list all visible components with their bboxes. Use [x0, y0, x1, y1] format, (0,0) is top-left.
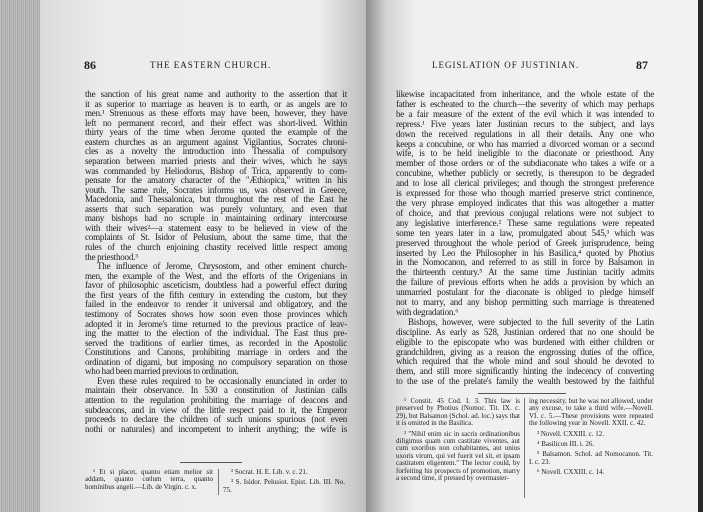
text-line: asserts that such separation was purely voluntary, and even that — [85, 203, 347, 214]
text-line: who had been married previous to ordination. — [85, 366, 239, 377]
text-line: the failure of previous efforts when he adds a provision by which an — [396, 277, 654, 288]
text-line: ordination of digami, but imposing no compulsory separation on those — [85, 356, 347, 367]
page-number: 87 — [636, 58, 648, 72]
text-line: The influence of Jerome, Chrysostom, and other eminent church- — [97, 261, 347, 272]
text-line: which required that the whole mind and soul should be devoted to — [396, 356, 654, 367]
text-line: the first years of the fifth century in extending the custom, but they — [85, 289, 347, 300]
running-head: THE EASTERN CHURCH. — [150, 60, 272, 70]
footnote-rule — [478, 393, 566, 394]
footnote-divider — [524, 398, 525, 498]
footnotes-column-1 — [85, 469, 213, 494]
text-line: and to lose all clerical privileges; and though the strongest preference — [396, 178, 654, 189]
text-line: pensate for the amatory character of the "Æthiopica," written in his — [85, 175, 347, 186]
text-line: rules of the church enjoining chastity received little respect among — [85, 242, 347, 252]
text-line: left no permanent record, and their effect was short-lived. Within — [85, 117, 347, 128]
text-line: them, and still more significantly hinting the indecency of converting — [396, 366, 654, 377]
page-edges — [0, 0, 42, 512]
text-line: ing the matter to the election of the individual. The East thus pre- — [85, 328, 347, 339]
text-line: concubine, whether publicly or secretly, is thereupon to be degraded — [396, 168, 654, 179]
body-text — [396, 90, 654, 387]
text-line: wife, is to be held ineligible to the diaconate or priesthood. Any — [396, 148, 654, 159]
text-line: nothi or naturales) and incompetent to inherit anything; the wife is — [85, 423, 347, 434]
body-text — [85, 90, 347, 434]
left-page — [40, 0, 366, 512]
text-line: repress.¹ Five years later Justinian recurs to the subject, and lays — [396, 118, 654, 129]
text-line: likewise incapacitated from inheritance, and the whole estate of the — [396, 89, 654, 99]
text-line: eastern churches as an argument against Vigilantius, Socrates chroni- — [85, 136, 347, 147]
text-line: preserved throughout the whole period of Greek jurisprudence, being — [396, 237, 654, 248]
right-page — [366, 0, 698, 512]
text-line: is expressed for those who though married preserve strict continence, — [396, 188, 654, 199]
text-line: keeps a concubine, or who has married a divorced woman or a second — [396, 138, 654, 149]
footnote: ⁶ Novell. CXXIII. c. 14. — [537, 468, 605, 477]
text-line: in the Nomocanon, and referred to as still in force by Balsamon in — [396, 257, 654, 268]
text-line: it as superior to marriage as heaven is to earth, or as angels are to — [85, 98, 347, 109]
footnotes-column-2 — [223, 469, 345, 497]
text-line: adopted it in Jerome's time returned to the previous practice of leav- — [85, 318, 347, 329]
text-line: member of those orders or of the subdiaconate who takes a wife or a — [396, 158, 654, 169]
text-line: subdeacons, and in view of the little respect paid to it, the Emperor — [85, 404, 347, 415]
footnote: ing necessity, but he was not allowed, under any excuse, to take a third wife.—Novell. VI. c. 5.—These provisions were repeated the following year in Novell. XXII. c. 42. — [529, 397, 653, 428]
text-line: the priesthood.³ — [85, 251, 138, 262]
text-line: men, the example of the West, and the efforts of the Origenians in — [85, 270, 347, 281]
text-line: grandchildren, giving as a reason the engrossing duties of the office, — [396, 346, 654, 357]
text-line: thirty years of the time when Jerome quoted the example of the — [85, 127, 347, 138]
text-line: down the received regulations in all their details. Any one who — [396, 128, 654, 139]
footnote: ² "Nihil enim sic in sacris ordinationibus diligimus quam cum castitate viventes, aut cum uxoribus non cohabitantes, aut unius uxoris virum, qui vel fuerit vel sit, et ipsam castitatem eligentem." The lector could, by forfeiting his prospects of promotion, marry a second time, if pressed by overmaster- — [396, 429, 520, 483]
text-line: attention to the regulation prohibiting the marriage of deacons and — [85, 395, 347, 405]
text-line: maintain their observance. In 530 a constitution of Justinian calls — [85, 385, 347, 396]
text-line: of choice, and that previous conjugal relations were not subject to — [396, 207, 654, 218]
text-line: the thirteenth century.⁵ At the same time Justinian tacitly admits — [396, 267, 654, 278]
running-head: LEGISLATION OF JUSTINIAN. — [432, 60, 580, 70]
text-line: be a fair measure of the extent of the evil which it was intended to — [396, 108, 654, 119]
footnotes-column-2 — [529, 398, 653, 480]
text-line: the very phrase employed indicates that this was altogether a matter — [396, 197, 654, 208]
text-line: cles as a novelty the introduction into Thessalia of compulsory — [85, 146, 347, 157]
footnote: ² Socrat. H. E. Lib. v. c. 21. — [231, 468, 308, 476]
page-number: 86 — [84, 58, 96, 72]
text-line: testimony of Socrates shows how soon even those provinces which — [85, 308, 347, 319]
text-line: with their wives²—a statement easy to be believed in view of the — [85, 222, 347, 233]
text-line: Even these rules required to be occasionally enunciated in order to — [97, 375, 347, 386]
text-line: father is escheated to the church—the severity of which may perhaps — [396, 98, 654, 109]
text-line: Macedonia, and Thessalonica, but throughout the rest of the East he — [85, 194, 347, 205]
text-line: to the use of the prelate's family the wealth bestowed by the faithful — [396, 376, 654, 387]
text-line: eligible to the episcopate who was burdened with either children or — [396, 336, 654, 347]
text-line: not to marry, and any bishop permitting such marriage is threatened — [396, 297, 654, 308]
text-line: favor of philosophic asceticism, doubtless had a powerful effect during — [85, 280, 347, 291]
text-line: Bishops, however, were subjected to the full severity of the Latin — [408, 316, 654, 327]
text-line: proceeds to declare the children of such unions spurious (not even — [85, 414, 347, 425]
text-line: many bishops had no scruple in maintaining ordinary intercourse — [85, 213, 347, 224]
footnote: ¹ Et si placet, quanto etiam melior sit addam, quanto cœlum terra, quanto hominibus angeli.—Lib. de Virgin. c. x. — [85, 468, 213, 491]
text-line: any legislative interference.² These same regulations were repeated — [396, 217, 654, 228]
text-line: was commanded by Heliodorus, Bishop of Trica, apparently to com- — [85, 165, 347, 176]
footnote: ³ S. Isidor. Pelusiot. Epist. Lib. III. No. 75. — [223, 478, 345, 494]
text-line: failed in the endeavor to render it universal and obligatory, and the — [85, 299, 347, 310]
text-line: complaints of St. Isidor of Pelusium, about the same time, that the — [85, 232, 347, 243]
footnote: ³ Novell. CXXIII. c. 12. — [537, 429, 605, 438]
text-line: unmarried postulant for the diaconate is obliged to pledge himself — [396, 287, 654, 298]
text-line: Constitutions and Canons, prohibiting marriage in orders and the — [85, 347, 347, 358]
footnote: ¹ Constit. 45 Cod. I. 3. This law is preserved by Photius (Nomoc. Tit. IX. c. 29), but Balsamon (Schol. ad. loc.) says that it is omitted in the Basilica. — [396, 397, 520, 428]
footnote-rule — [180, 462, 242, 463]
text-line: with degradation.⁶ — [396, 306, 459, 317]
text-line: served the traditions of earlier times, as recorded in the Apostolic — [85, 337, 347, 348]
text-line: youth. The same rule, Socrates informs us, was observed in Greece, — [85, 184, 347, 195]
footnote: ⁵ Balsamon. Schol. ad Nomocanon. Tit. I. c. 23. — [529, 450, 653, 466]
footnote-divider — [218, 469, 219, 495]
footnotes-column-1 — [396, 398, 520, 485]
text-line: some ten years later in a law, promulgated about 545,³ which was — [396, 227, 654, 238]
text-line: inserted by Leo the Philosopher in his Basilica,⁴ quoted by Photius — [396, 247, 654, 258]
text-line: the sanction of his great name and authority to the assertion that it — [85, 89, 347, 99]
text-line: men.¹ Strenuous as these efforts may have been, however, they have — [85, 108, 347, 119]
text-line: separation between married priests and their wives, which he says — [85, 155, 347, 166]
text-line: discipline. As early as 528, Justinian ordered that no one should be — [396, 326, 654, 337]
footnote: ⁴ Basilicon III. i. 26. — [537, 440, 595, 449]
